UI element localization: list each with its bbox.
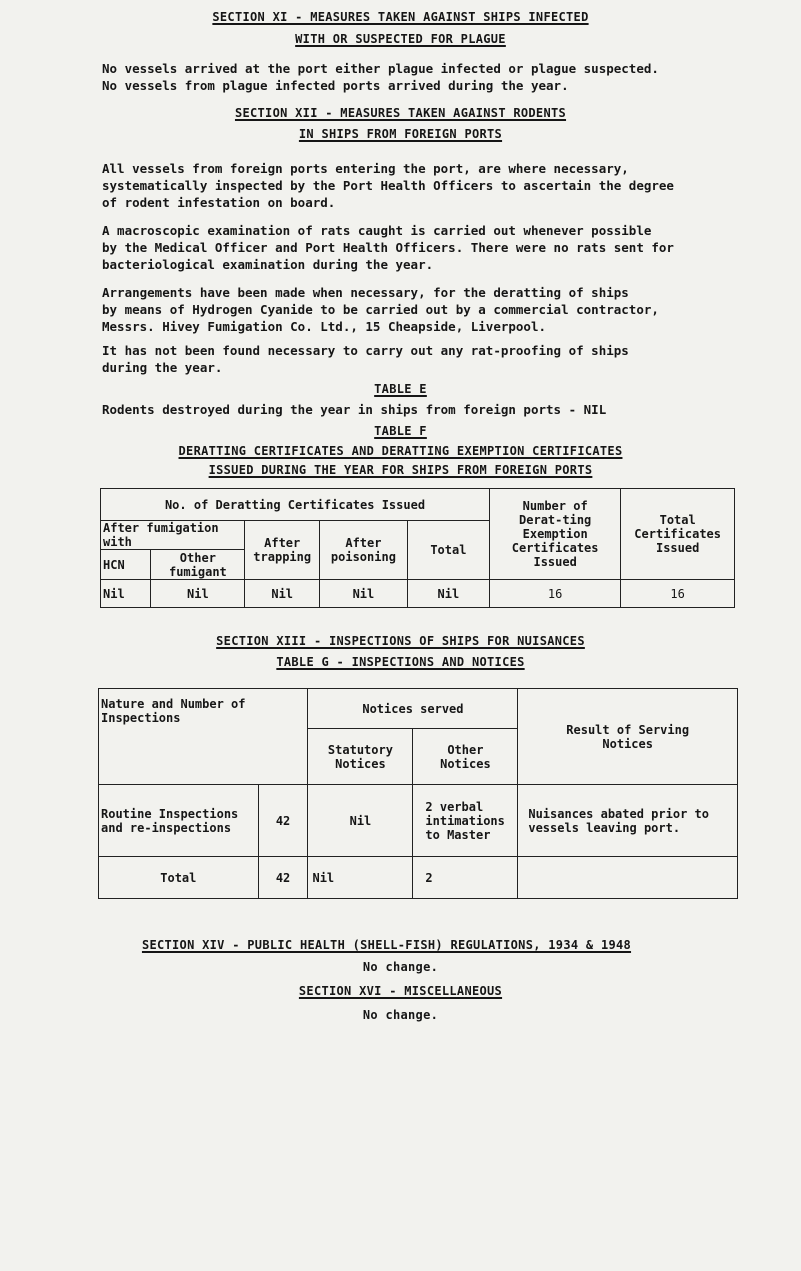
paragraph-line: by means of Hydrogen Cyanide to be carried out by a commercial contractor, (102, 302, 659, 317)
deratting-certificates-table (100, 488, 735, 608)
exemption-cell: 16 (490, 580, 621, 608)
table-e-text: Rodents destroyed during the year in ships from foreign ports - NIL (102, 402, 607, 417)
statutory-notices-header: Statutory Notices (308, 729, 413, 785)
other-fumigant-header: Other fumigant (151, 550, 245, 580)
inspection-type-cell: Total (99, 857, 259, 899)
inspections-notices-table (98, 688, 738, 899)
table-row (101, 580, 735, 608)
table-e-title: TABLE E (374, 382, 427, 396)
section-xi-heading-line2: WITH OR SUSPECTED FOR PLAGUE (295, 32, 506, 46)
paragraph-line: systematically inspected by the Port Health Officers to ascertain the degree (102, 178, 674, 193)
deratting-certificates-header: No. of Deratting Certificates Issued (101, 489, 490, 521)
section-xi-text (102, 60, 702, 94)
paragraph-line: Arrangements have been made when necessary, for the deratting of ships (102, 285, 629, 300)
total-cell: Nil (407, 580, 489, 608)
other-notices-cell: 2 (413, 857, 518, 899)
section-xi-line: No vessels from plague infected ports arrived during the year. (102, 78, 569, 93)
inspection-type-cell: Routine Inspections and re-inspections (99, 785, 259, 857)
nature-header: Nature and Number of Inspections (99, 689, 308, 785)
paragraph-line: It has not been found necessary to carry out any rat-proofing of ships (102, 343, 629, 358)
section-xvi-heading: SECTION XVI - MISCELLANEOUS (298, 984, 503, 998)
paragraph-line: bacteriological examination during the year. (102, 257, 434, 272)
result-header: Result of Serving Notices (518, 689, 738, 785)
paragraph-line: All vessels from foreign ports entering the port, are where necessary, (102, 161, 629, 176)
section-xii-heading-line1: SECTION XII - MEASURES TAKEN AGAINST RODENTS (234, 106, 567, 120)
paragraph-line: of rodent infestation on board. (102, 195, 336, 210)
paragraph-line: A macroscopic examination of rats caught is carried out whenever possible (102, 223, 652, 238)
trapping-cell: Nil (245, 580, 320, 608)
section-xiv-heading: SECTION XIV - PUBLIC HEALTH (SHELL-FISH) REGULATIONS, 1934 & 1948 (141, 938, 632, 952)
section-xi-heading-line1: SECTION XI - MEASURES TAKEN AGAINST SHIPS INFECTED (212, 10, 589, 24)
table-f-heading-line1: DERATTING CERTIFICATES AND DERATTING EXEMPTION CERTIFICATES (178, 444, 623, 458)
paragraph-line: by the Medical Officer and Port Health Officers. There were no rats sent for (102, 240, 674, 255)
table-f-title: TABLE F (374, 424, 427, 438)
section-xii-paragraph (102, 342, 702, 376)
result-cell (518, 857, 738, 899)
section-xiii-heading: SECTION XIII - INSPECTIONS OF SHIPS FOR NUISANCES (216, 634, 585, 648)
section-xiv-text: No change. (362, 960, 439, 974)
table-f-heading-line2: ISSUED DURING THE YEAR FOR SHIPS FROM FOREIGN PORTS (208, 463, 593, 477)
section-xii-paragraph (102, 222, 702, 273)
statutory-cell: Nil (308, 785, 413, 857)
section-xii-paragraph (102, 160, 702, 211)
poisoning-header: After poisoning (320, 521, 408, 580)
result-cell: Nuisances abated prior to vessels leaving port. (518, 785, 738, 857)
other-fumigant-cell: Nil (151, 580, 245, 608)
total-certificates-cell: 16 (621, 580, 735, 608)
total-certificates-header: Total Certificates Issued (621, 489, 735, 580)
table-row (99, 857, 738, 899)
table-row (99, 785, 738, 857)
section-xii-heading-line2: IN SHIPS FROM FOREIGN PORTS (298, 127, 503, 141)
paragraph-line: during the year. (102, 360, 223, 375)
fumigation-header: After fumigation with (101, 521, 245, 550)
poisoning-cell: Nil (320, 580, 408, 608)
inspection-count-cell: 42 (258, 785, 308, 857)
notices-served-header: Notices served (308, 689, 518, 729)
other-notices-cell: 2 verbal intimations to Master (413, 785, 518, 857)
section-xi-line: No vessels arrived at the port either plague infected or plague suspected. (102, 61, 659, 76)
exemption-certificates-header: Number of Derat-ting Exemption Certificates Issued (490, 489, 621, 580)
table-g-title: TABLE G - INSPECTIONS AND NOTICES (276, 655, 525, 669)
hcn-header: HCN (101, 550, 151, 580)
statutory-cell: Nil (308, 857, 413, 899)
inspection-count-cell: 42 (258, 857, 308, 899)
total-header: Total (407, 521, 489, 580)
paragraph-line: Messrs. Hivey Fumigation Co. Ltd., 15 Cheapside, Liverpool. (102, 319, 547, 334)
section-xvi-text: No change. (362, 1008, 439, 1022)
other-notices-header: Other Notices (413, 729, 518, 785)
section-xii-paragraph (102, 284, 702, 335)
trapping-header: After trapping (245, 521, 320, 580)
hcn-cell: Nil (101, 580, 151, 608)
